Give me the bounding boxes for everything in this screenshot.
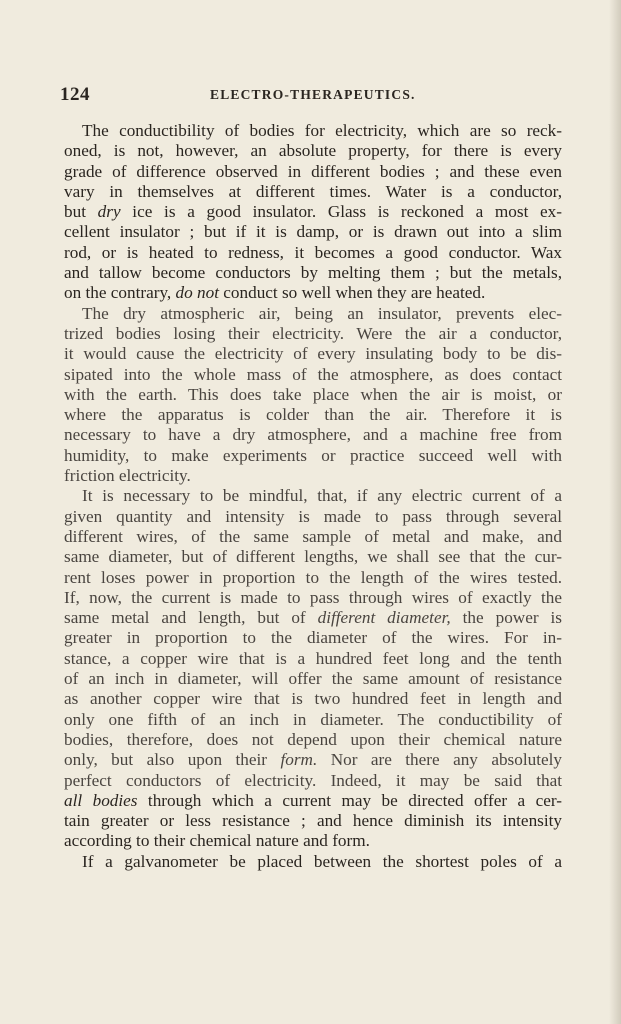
- text-line: [64, 121, 562, 141]
- text-line: [64, 628, 562, 648]
- text-run: It is necessary to be mindful, that, if any electric current of a: [82, 486, 562, 506]
- text-line: [64, 588, 562, 608]
- body-text: [64, 121, 562, 872]
- text-run: rod, or is heated to redness, it becomes a good conductor. Wax: [64, 242, 562, 262]
- text-line: [64, 446, 562, 466]
- text-run: different wires, of the same sample of metal and make, and: [64, 526, 562, 546]
- text-run: but: [64, 202, 98, 222]
- text-line: [64, 649, 562, 669]
- text-run: grade of difference observed in different bodies ; and these even: [64, 161, 562, 181]
- text-run: rent loses power in proportion to the length of the wires tested.: [64, 567, 562, 587]
- text-line: [64, 365, 562, 385]
- italic-run: dry: [97, 202, 121, 222]
- text-line: [64, 425, 562, 445]
- text-run: If, now, the current is made to pass through wires of exactly the: [64, 587, 562, 607]
- text-line: [64, 730, 562, 750]
- text-line: [64, 304, 562, 324]
- text-line: [64, 507, 562, 527]
- italic-run: all bodies: [64, 790, 138, 810]
- text-line: [64, 831, 562, 851]
- text-run: and tallow become conductors by melting them ; but the metals,: [64, 263, 562, 283]
- text-line: [64, 608, 562, 628]
- text-line: [64, 202, 562, 222]
- italic-run: different diameter,: [317, 608, 451, 628]
- text-line: [64, 547, 562, 567]
- text-run: according to their chemical nature and form.: [64, 831, 370, 851]
- text-line: [64, 486, 562, 506]
- text-line: [64, 283, 562, 303]
- page-number: 124: [60, 84, 90, 105]
- text-run: on the contrary,: [64, 283, 176, 303]
- text-run: sipated into the whole mass of the atmosphere, as does contact: [64, 364, 562, 384]
- text-run: with the earth. This does take place when the air is moist, or: [64, 384, 562, 404]
- text-line: [64, 527, 562, 547]
- italic-run: form.: [280, 750, 318, 770]
- text-run: The dry atmospheric air, being an insulator, prevents elec-: [82, 303, 562, 323]
- text-run: greater in proportion to the diameter of the wires. For in-: [64, 628, 562, 648]
- text-run: oned, is not, however, an absolute property, for there is every: [64, 141, 562, 161]
- text-line: [64, 344, 562, 364]
- text-run: ice is a good insulator. Glass is reckoned a most ex-: [120, 202, 562, 222]
- text-run: bodies, therefore, does not depend upon their chemical nature: [64, 729, 562, 749]
- text-line: [64, 405, 562, 425]
- text-line: [64, 385, 562, 405]
- text-run: given quantity and intensity is made to pass through several: [64, 506, 562, 526]
- text-run: humidity, to make experiments or practice succeed well with: [64, 445, 562, 465]
- text-line: [64, 791, 562, 811]
- text-run: necessary to have a dry atmosphere, and a machine free from: [64, 425, 562, 445]
- text-run: same metal and length, but of: [64, 608, 318, 628]
- text-line: [64, 852, 562, 872]
- text-line: [64, 222, 562, 242]
- text-line: [64, 324, 562, 344]
- text-run: where the apparatus is colder than the air. Therefore it is: [64, 405, 562, 425]
- text-line: [64, 771, 562, 791]
- text-line: [64, 182, 562, 202]
- text-line: [64, 162, 562, 182]
- text-line: [64, 689, 562, 709]
- text-run: Nor are there any absolutely: [317, 750, 562, 770]
- text-run: vary in themselves at different times. Water is a conductor,: [64, 181, 562, 201]
- text-run: the power is: [450, 608, 562, 628]
- text-line: [64, 750, 562, 770]
- italic-run: do not: [175, 283, 219, 303]
- text-line: [64, 243, 562, 263]
- text-line: [64, 141, 562, 161]
- text-run: friction electricity.: [64, 466, 191, 486]
- text-line: [64, 466, 562, 486]
- running-title: ELECTRO-THERAPEUTICS.: [210, 87, 416, 102]
- text-run: tain greater or less resistance ; and hence diminish its intensity: [64, 811, 562, 831]
- text-line: [64, 669, 562, 689]
- text-run: of an inch in diameter, will offer the same amount of resistance: [64, 669, 562, 689]
- text-line: [64, 710, 562, 730]
- text-run: If a galvanometer be placed between the shortest poles of a: [82, 851, 562, 871]
- text-run: The conductibility of bodies for electricity, which are so reck-: [82, 121, 562, 140]
- text-line: [64, 811, 562, 831]
- text-line: [64, 263, 562, 283]
- text-run: perfect conductors of electricity. Indeed, it may be said that: [64, 770, 562, 790]
- page-header: [60, 84, 570, 106]
- text-run: through which a current may be directed offer a cer-: [137, 790, 563, 810]
- text-run: as another copper wire that is two hundred feet in length and: [64, 689, 562, 709]
- text-run: conduct so well when they are heated.: [218, 283, 486, 303]
- text-run: cellent insulator ; but if it is damp, or is drawn out into a slim: [64, 222, 562, 242]
- text-run: stance, a copper wire that is a hundred feet long and the tenth: [64, 648, 562, 668]
- text-run: only, but also upon their: [64, 750, 281, 770]
- text-run: trized bodies losing their electricity. Were the air a conductor,: [64, 323, 562, 343]
- text-run: same diameter, but of different lengths, we shall see that the cur-: [64, 547, 562, 567]
- text-line: [64, 568, 562, 588]
- text-run: only one fifth of an inch in diameter. The conductibility of: [64, 709, 562, 729]
- page-edge-shadow: [609, 0, 621, 1024]
- text-run: it would cause the electricity of every insulating body to be dis-: [64, 344, 562, 364]
